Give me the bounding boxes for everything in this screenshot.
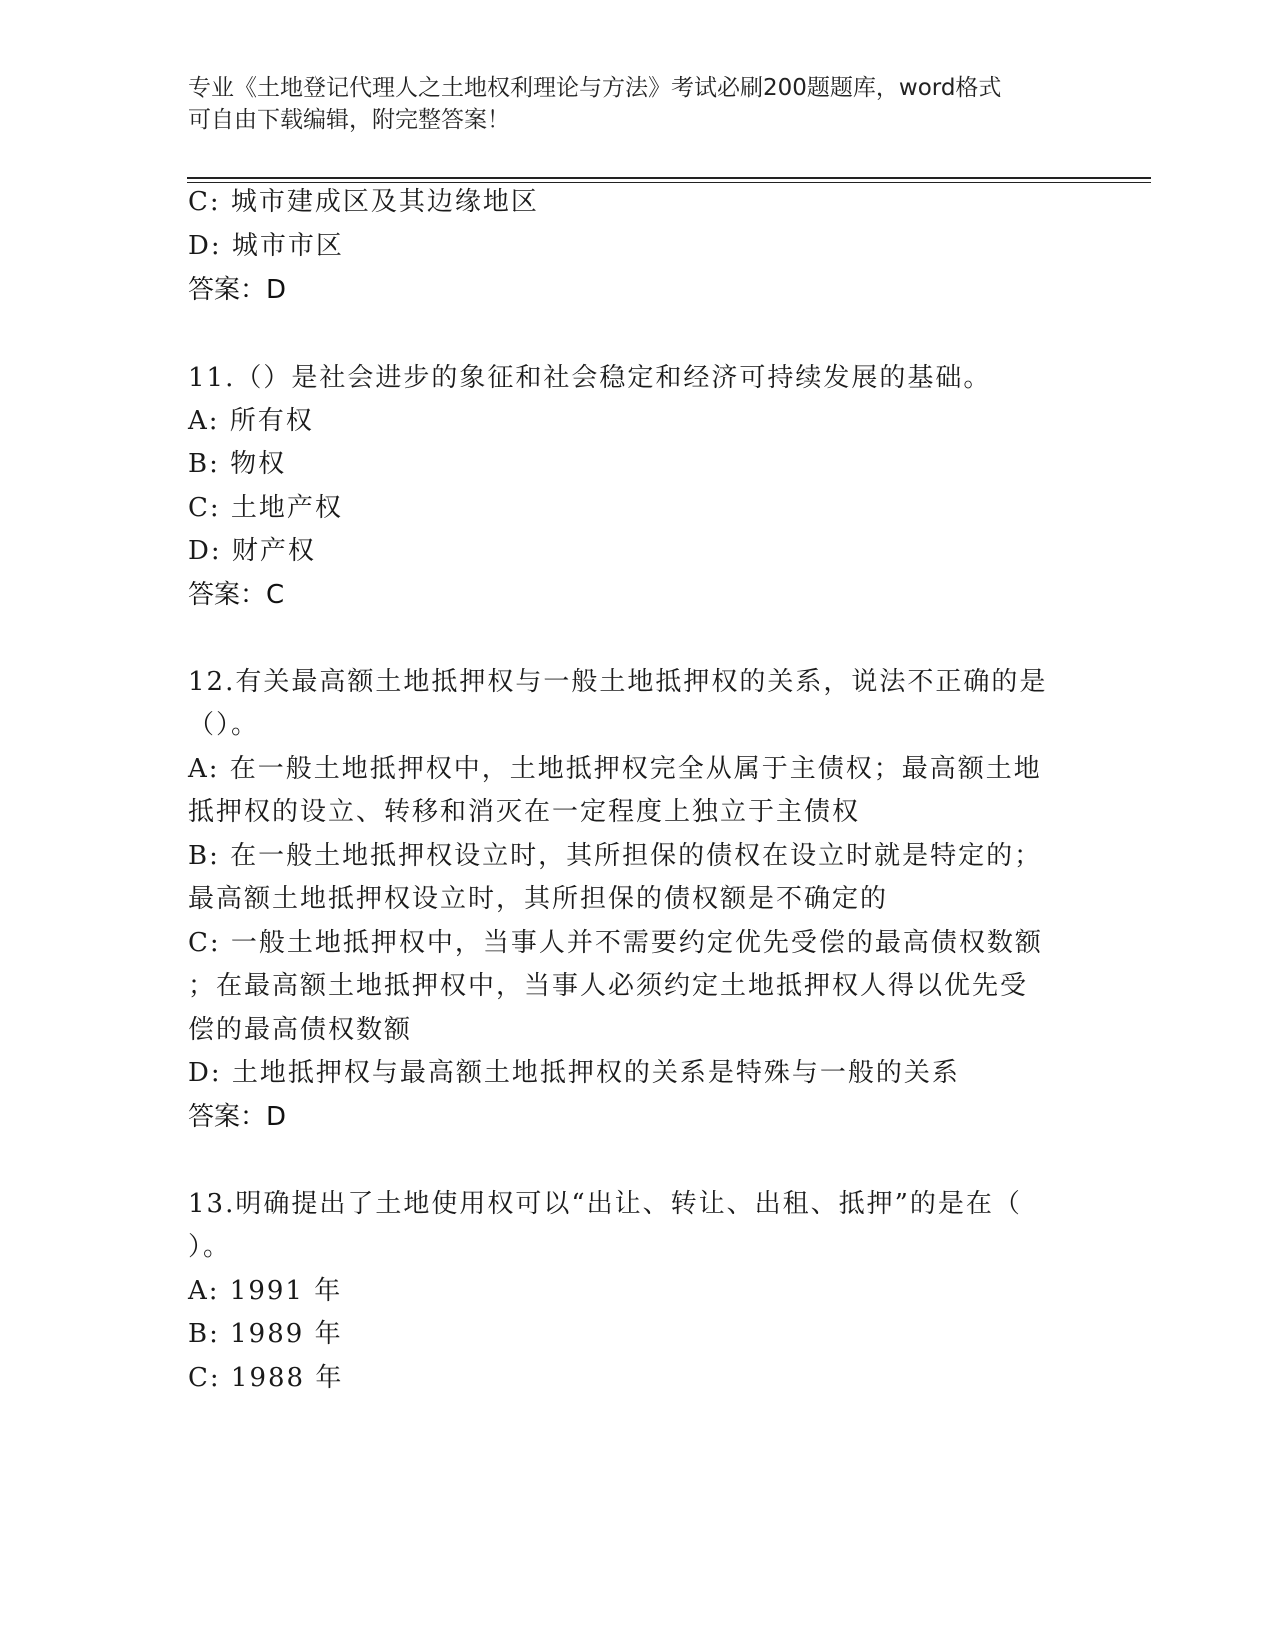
q12-option-a-line-1: A: 在一般土地抵押权中，土地抵押权完全从属于主债权；最高额土地 [188, 754, 1042, 784]
header-line-2: 可自由下载编辑，附完整答案！ [188, 107, 510, 133]
document-header [188, 72, 1068, 136]
q13-stem-line-2: ）。 [188, 1232, 232, 1262]
q13-option-c: C: 1988 年 [188, 1363, 344, 1393]
q11-option-a: A: 所有权 [188, 406, 314, 436]
q12-option-a-line-2: 抵押权的设立、转移和消灭在一定程度上独立于主债权 [188, 797, 861, 827]
q12-option-b-line-1: B: 在一般土地抵押权设立时，其所担保的债权在设立时就是特定的； [188, 841, 1043, 871]
q12-option-d: D: 土地抵押权与最高额土地抵押权的关系是特殊与一般的关系 [188, 1058, 960, 1088]
header-divider-thick [187, 177, 1151, 179]
q12-option-c-line-3: 偿的最高债权数额 [188, 1015, 413, 1045]
q12-answer: 答案：D [188, 1102, 287, 1132]
q12-option-b-line-2: 最高额土地抵押权设立时，其所担保的债权额是不确定的 [188, 884, 889, 914]
header-line-1: 专业《土地登记代理人之土地权利理论与方法》考试必刷200题题库，word格式 [188, 75, 1002, 101]
q10-option-c: C: 城市建成区及其边缘地区 [188, 187, 539, 217]
q11-option-c: C: 土地产权 [188, 493, 343, 523]
q10-answer: 答案：D [188, 275, 287, 305]
q11-answer: 答案：C [188, 580, 285, 610]
header-divider-thin [187, 182, 1151, 183]
q13-stem-line-1: 13.明确提出了土地使用权可以“出让、转让、出租、抵押”的是在（ [188, 1189, 1022, 1219]
q12-option-c-line-2: ；在最高额土地抵押权中，当事人必须约定土地抵押权人得以优先受 [188, 971, 1029, 1001]
q11-option-b: B: 物权 [188, 449, 287, 479]
q12-option-c-line-1: C: 一般土地抵押权中，当事人并不需要约定优先受偿的最高债权数额 [188, 928, 1043, 958]
q12-stem-line-1: 12.有关最高额土地抵押权与一般土地抵押权的关系，说法不正确的是 [188, 667, 1048, 697]
q12-stem-line-2: （）。 [188, 710, 260, 740]
q13-option-a: A: 1991 年 [188, 1276, 343, 1306]
q11-option-d: D: 财产权 [188, 536, 316, 566]
q13-option-b: B: 1989 年 [188, 1319, 343, 1349]
q11-stem: 11.（）是社会进步的象征和社会稳定和经济可持续发展的基础。 [188, 363, 992, 393]
q10-option-d: D: 城市市区 [188, 231, 344, 261]
